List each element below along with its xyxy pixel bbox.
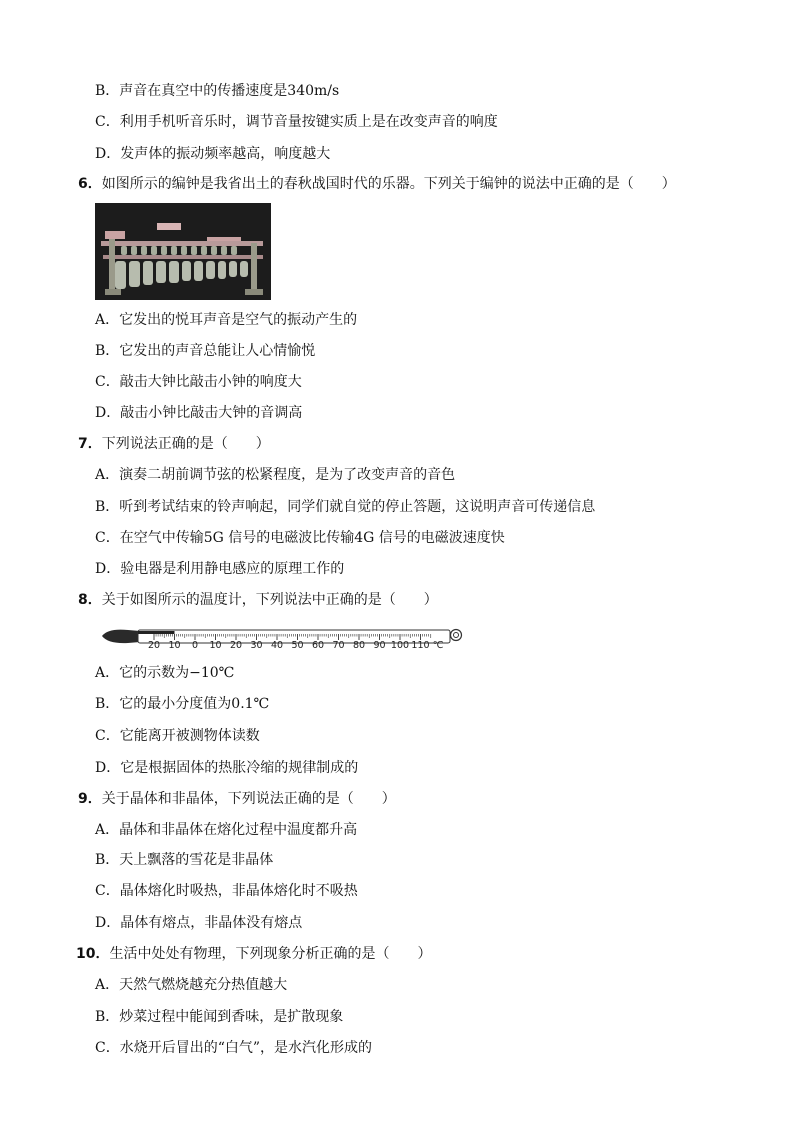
- thermometer-ring: [451, 630, 462, 641]
- thermometer-tick-label: 20: [147, 640, 161, 651]
- q10-option-a: A．天然气燃烧越充分热值越大: [95, 977, 288, 993]
- question-number: 9．: [78, 791, 102, 807]
- q9-option-d: D．晶体有熔点，非晶体没有熔点: [95, 915, 303, 931]
- question-6: [78, 175, 676, 193]
- q7-option-a: A．演奏二胡前调节弦的松紧程度，是为了改变声音的音色: [95, 467, 456, 483]
- thermometer-tick-label: 10: [168, 640, 181, 651]
- thermometer-tick-label: 110: [411, 640, 430, 651]
- thermometer-tick-label: 20: [229, 640, 243, 651]
- thermometer-bulb: [102, 630, 140, 644]
- q6-option-d: D．敲击小钟比敲击大钟的音调高: [95, 405, 303, 421]
- question-number: 8．: [78, 592, 102, 608]
- q10-option-b: B．炒菜过程中能闻到香味，是扩散现象: [95, 1009, 344, 1025]
- thermometer-tick-label: 10: [209, 640, 222, 651]
- question-8: [78, 591, 438, 609]
- thermometer-tick-label: 30: [250, 640, 263, 651]
- thermometer-tick-label: 70: [332, 640, 345, 651]
- q5-option-b: B．声音在真空中的传播速度是340m/s: [95, 83, 340, 99]
- thermometer-ring-inner: [454, 633, 459, 638]
- q5-option-c: C．利用手机听音乐时，调节音量按键实质上是在改变声音的响度: [95, 114, 498, 130]
- question-stem: 生活中处处有物理，下列现象分析正确的是（ ）: [109, 946, 432, 962]
- thermometer-tick-label: 90: [373, 640, 386, 651]
- thermometer-tick-label: 80: [352, 640, 366, 651]
- q8-option-c: C．它能离开被测物体读数: [95, 728, 260, 744]
- q7-option-d: D．验电器是利用静电感应的原理工作的: [95, 561, 345, 577]
- thermometer-icon: [98, 622, 470, 652]
- question-stem: 关于晶体和非晶体，下列说法正确的是（ ）: [101, 791, 396, 807]
- q9-option-b: B．天上飘落的雪花是非晶体: [95, 852, 274, 868]
- thermometer-tick-label: 100: [390, 640, 410, 651]
- q8-option-b: B．它的最小分度值为0.1℃: [95, 696, 270, 712]
- q6-option-a: A．它发出的悦耳声音是空气的振动产生的: [95, 312, 358, 328]
- q8-option-d: D．它是根据固体的热胀冷缩的规律制成的: [95, 760, 359, 776]
- q9-option-c: C．晶体熔化时吸热，非晶体熔化时不吸热: [95, 883, 358, 899]
- question-number: 6．: [78, 176, 102, 192]
- thermometer-tick-label: 40: [270, 640, 284, 651]
- question-10: [76, 945, 431, 963]
- question-number: 10．: [76, 946, 110, 962]
- bianzhong-bells-photo: [95, 203, 271, 300]
- q10-option-c: C．水烧开后冒出的“白气”，是水汽化形成的: [95, 1040, 373, 1056]
- q7-option-c: C．在空气中传输5G 信号的电磁波比传输4G 信号的电磁波速度快: [95, 530, 505, 546]
- thermometer-tick-label: 50: [291, 640, 304, 651]
- question-number: 7．: [78, 436, 102, 452]
- thermometer-tick-label: ℃: [432, 640, 444, 651]
- question-stem: 关于如图所示的温度计，下列说法中正确的是（ ）: [101, 592, 438, 608]
- q6-option-c: C．敲击大钟比敲击小钟的响度大: [95, 374, 302, 390]
- thermometer-liquid: [138, 631, 175, 634]
- bells-illustration-icon: [95, 203, 271, 300]
- thermometer-tick-label: 0: [191, 640, 199, 651]
- question-stem: 下列说法正确的是（ ）: [101, 436, 270, 452]
- question-7: [78, 435, 270, 453]
- question-9: [78, 790, 396, 808]
- q7-option-b: B．听到考试结束的铃声响起，同学们就自觉的停止答题，这说明声音可传递信息: [95, 499, 596, 515]
- thermometer-tick-label: 60: [311, 640, 325, 651]
- question-stem: 如图所示的编钟是我省出土的春秋战国时代的乐器。下列关于编钟的说法中正确的是（ ）: [101, 176, 676, 192]
- q9-option-a: A．晶体和非晶体在熔化过程中温度都升高: [95, 822, 358, 838]
- q8-option-a: A．它的示数为−10℃: [95, 665, 235, 681]
- thermometer-figure: [98, 622, 470, 652]
- q5-option-d: D．发声体的振动频率越高，响度越大: [95, 146, 331, 162]
- q6-option-b: B．它发出的声音总能让人心情愉悦: [95, 343, 316, 359]
